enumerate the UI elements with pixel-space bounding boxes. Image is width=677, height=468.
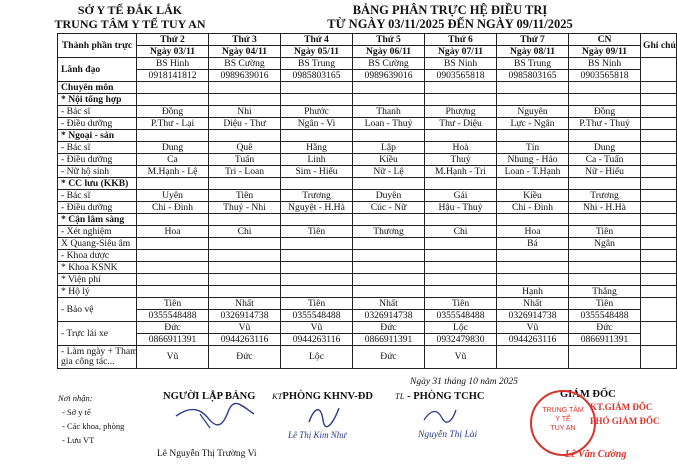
table-cell bbox=[353, 238, 425, 250]
row-label-line: gia công tác... bbox=[61, 356, 115, 367]
section-heading: Chuyên môn bbox=[58, 82, 137, 94]
empty-cell bbox=[137, 94, 209, 106]
empty-cell bbox=[641, 130, 677, 142]
table-row bbox=[58, 238, 677, 250]
leader-phone: 0918141812 bbox=[137, 70, 209, 82]
table-cell bbox=[137, 238, 209, 250]
day-header-row bbox=[58, 34, 677, 46]
table-cell bbox=[209, 238, 281, 250]
table-cell: Nhi bbox=[209, 106, 281, 118]
table-cell bbox=[569, 250, 641, 262]
row-label: * Hộ lý bbox=[58, 286, 137, 298]
empty-cell bbox=[353, 178, 425, 190]
row-label: - Khoa dược bbox=[58, 250, 137, 262]
driver-name: Đức bbox=[569, 322, 641, 334]
khnv-title: PHÒNG KHNV-ĐD bbox=[282, 391, 373, 402]
table-cell bbox=[137, 250, 209, 262]
table-cell bbox=[425, 238, 497, 250]
date-header: Ngày 09/11 bbox=[569, 46, 641, 58]
table-cell: Hoa bbox=[497, 226, 569, 238]
stamp-line: Y TẾ bbox=[555, 416, 571, 423]
leader-phone: 0989639016 bbox=[353, 70, 425, 82]
date-header: Ngày 07/11 bbox=[425, 46, 497, 58]
empty-cell bbox=[353, 214, 425, 226]
stamp-line: TUY AN bbox=[550, 425, 576, 432]
note-cell bbox=[641, 142, 677, 154]
empty-cell bbox=[281, 214, 353, 226]
table-cell bbox=[353, 274, 425, 286]
table-cell: Nguyên bbox=[497, 106, 569, 118]
table-cell: Chi bbox=[425, 226, 497, 238]
security-name: Tiên bbox=[425, 298, 497, 310]
note-cell bbox=[641, 58, 677, 82]
section-heading: * Nội tổng hợp bbox=[58, 94, 137, 106]
table-cell: Hạnh bbox=[497, 286, 569, 298]
table-cell bbox=[281, 286, 353, 298]
note-cell bbox=[641, 286, 677, 298]
table-cell: Ca - Tuấn bbox=[569, 154, 641, 166]
table-cell: Lập bbox=[353, 142, 425, 154]
security-phone: 0326914738 bbox=[353, 310, 425, 322]
empty-cell bbox=[353, 130, 425, 142]
table-cell: Nữ - Lệ bbox=[353, 166, 425, 178]
table-cell: Uyên bbox=[137, 190, 209, 202]
leader-phone-row bbox=[58, 70, 677, 82]
empty-cell bbox=[137, 130, 209, 142]
day-name-header: Thứ 5 bbox=[353, 34, 425, 46]
empty-cell bbox=[641, 82, 677, 94]
org-header bbox=[30, 3, 230, 31]
recipient-item: - Sở y tế bbox=[62, 407, 91, 417]
row-label: - Điều dưỡng bbox=[58, 118, 137, 130]
table-cell: Kiều bbox=[353, 154, 425, 166]
table-cell: Duyên bbox=[353, 190, 425, 202]
table-cell: Tri - Loan bbox=[209, 166, 281, 178]
table-cell bbox=[425, 274, 497, 286]
table-cell: Phước bbox=[281, 106, 353, 118]
table-cell: Diệu - Thư bbox=[209, 118, 281, 130]
table-cell: Hoà bbox=[425, 142, 497, 154]
driver-phone-row bbox=[58, 334, 677, 346]
duty-roster-table bbox=[57, 33, 677, 369]
table-cell: Vũ bbox=[137, 346, 209, 369]
recipients-heading: Nơi nhận: bbox=[58, 393, 93, 403]
note-cell bbox=[641, 202, 677, 214]
row-label: * Khoa KSNK bbox=[58, 262, 137, 274]
empty-cell bbox=[641, 178, 677, 190]
table-cell bbox=[209, 250, 281, 262]
day-name-header: Thứ 3 bbox=[209, 34, 281, 46]
leader-name: BS Trung bbox=[497, 58, 569, 70]
table-row bbox=[58, 250, 677, 262]
note-cell bbox=[641, 298, 677, 322]
table-cell: Trương bbox=[569, 190, 641, 202]
table-cell: Nhung - Hảo bbox=[497, 154, 569, 166]
table-cell: Đức bbox=[209, 346, 281, 369]
preparer-name: Lê Nguyễn Thị Trường Vi bbox=[157, 449, 257, 459]
section-heading: * CC lưu (KKB) bbox=[58, 178, 137, 190]
note-cell bbox=[641, 106, 677, 118]
row-label: - Nữ hộ sinh bbox=[58, 166, 137, 178]
row-label bbox=[58, 346, 137, 369]
empty-cell bbox=[497, 82, 569, 94]
leader-phone: 0903565818 bbox=[569, 70, 641, 82]
note-cell bbox=[641, 346, 677, 369]
empty-cell bbox=[569, 94, 641, 106]
empty-cell bbox=[569, 82, 641, 94]
table-cell: Loan - Thuỷ bbox=[353, 118, 425, 130]
table-cell: Thương bbox=[353, 226, 425, 238]
table-cell bbox=[353, 262, 425, 274]
table-row bbox=[58, 142, 677, 154]
note-cell bbox=[641, 322, 677, 346]
empty-cell bbox=[425, 178, 497, 190]
empty-cell bbox=[425, 94, 497, 106]
table-cell: Tiên bbox=[209, 190, 281, 202]
table-cell bbox=[353, 286, 425, 298]
table-cell bbox=[137, 286, 209, 298]
date-header: Ngày 06/11 bbox=[353, 46, 425, 58]
table-row bbox=[58, 262, 677, 274]
table-cell: Tín bbox=[497, 142, 569, 154]
table-cell: Phượng bbox=[425, 106, 497, 118]
table-cell: Chi - Đình bbox=[137, 202, 209, 214]
khnv-signature: Lê Thị Kim Như bbox=[288, 430, 347, 440]
official-stamp bbox=[530, 390, 596, 456]
table-cell: Cúc - Nữ bbox=[353, 202, 425, 214]
section-row bbox=[58, 130, 677, 142]
driver-name: Đức bbox=[353, 322, 425, 334]
empty-cell bbox=[569, 178, 641, 190]
table-cell bbox=[569, 346, 641, 369]
table-row bbox=[58, 286, 677, 298]
note-cell bbox=[641, 274, 677, 286]
day-name-header: Thứ 7 bbox=[497, 34, 569, 46]
empty-cell bbox=[497, 214, 569, 226]
table-cell bbox=[137, 262, 209, 274]
row-label-line: - Làm ngày + Tham bbox=[61, 346, 138, 357]
table-cell: Ngân bbox=[569, 238, 641, 250]
table-cell: M.Hạnh - Lệ bbox=[137, 166, 209, 178]
table-cell: Quê bbox=[209, 142, 281, 154]
empty-cell bbox=[425, 130, 497, 142]
leader-name: BS Hinh bbox=[137, 58, 209, 70]
table-cell: Hoa bbox=[137, 226, 209, 238]
driver-name: Vũ bbox=[497, 322, 569, 334]
security-phone: 0326914738 bbox=[209, 310, 281, 322]
note-header: Ghi chú bbox=[641, 34, 677, 58]
driver-phone: 0944263116 bbox=[209, 334, 281, 346]
leader-phone: 0903565818 bbox=[425, 70, 497, 82]
table-cell bbox=[281, 274, 353, 286]
table-cell: Kiều bbox=[497, 190, 569, 202]
table-row bbox=[58, 274, 677, 286]
row-label: Lãnh đạo bbox=[58, 58, 137, 82]
leader-name: BS Cường bbox=[209, 58, 281, 70]
table-cell: Thanh bbox=[353, 106, 425, 118]
table-cell: Thuỷ - Nhi bbox=[209, 202, 281, 214]
director-title: GIÁM ĐỐC bbox=[560, 389, 616, 400]
director-kt: KT.GIÁM ĐỐC bbox=[590, 402, 653, 412]
table-cell bbox=[209, 286, 281, 298]
director-name: Lê Văn Cường bbox=[565, 449, 627, 460]
table-row bbox=[58, 166, 677, 178]
table-row bbox=[58, 202, 677, 214]
empty-cell bbox=[497, 178, 569, 190]
table-cell: Tiên bbox=[569, 226, 641, 238]
row-label: - Bảo vệ bbox=[58, 298, 137, 322]
table-cell bbox=[569, 262, 641, 274]
empty-cell bbox=[569, 214, 641, 226]
note-cell bbox=[641, 226, 677, 238]
table-cell: Lộc bbox=[281, 346, 353, 369]
table-cell bbox=[497, 346, 569, 369]
empty-cell bbox=[137, 82, 209, 94]
table-cell: Tiên bbox=[281, 226, 353, 238]
empty-cell bbox=[641, 214, 677, 226]
table-cell: Đồng bbox=[137, 106, 209, 118]
table-cell: Nhi - H.Hà bbox=[569, 202, 641, 214]
empty-cell bbox=[353, 82, 425, 94]
section-row bbox=[58, 94, 677, 106]
security-name: Tiên bbox=[569, 298, 641, 310]
row-label: - Bác sĩ bbox=[58, 190, 137, 202]
driver-phone: 0944263116 bbox=[497, 334, 569, 346]
table-cell bbox=[281, 250, 353, 262]
leader-phone: 0989639016 bbox=[209, 70, 281, 82]
table-row bbox=[58, 154, 677, 166]
note-cell bbox=[641, 238, 677, 250]
table-cell: Hậu - Thuỷ bbox=[425, 202, 497, 214]
date-header: Ngày 08/11 bbox=[497, 46, 569, 58]
leader-name: BS Ninh bbox=[425, 58, 497, 70]
section-heading: * Cận lâm sàng bbox=[58, 214, 137, 226]
date-header: Ngày 05/11 bbox=[281, 46, 353, 58]
preparer-signature bbox=[170, 398, 260, 434]
security-phone: 0355548488 bbox=[569, 310, 641, 322]
table-cell: Tuấn bbox=[209, 154, 281, 166]
empty-cell bbox=[209, 214, 281, 226]
empty-cell bbox=[281, 82, 353, 94]
day-name-header: Thứ 2 bbox=[137, 34, 209, 46]
section-row bbox=[58, 178, 677, 190]
note-cell bbox=[641, 250, 677, 262]
tchc-title: PHÒNG TCHC bbox=[413, 391, 485, 402]
tchc-signature: Nguyễn Thị Lài bbox=[418, 430, 478, 440]
leader-row bbox=[58, 58, 677, 70]
note-cell bbox=[641, 190, 677, 202]
security-phone: 0355548488 bbox=[281, 310, 353, 322]
empty-cell bbox=[425, 82, 497, 94]
table-cell bbox=[497, 250, 569, 262]
security-name: Nhất bbox=[353, 298, 425, 310]
row-label: * Viện phí bbox=[58, 274, 137, 286]
table-cell: P.Thư - Lại bbox=[137, 118, 209, 130]
document-title: BẢNG PHÂN TRỰC HỆ ĐIỀU TRỊ bbox=[352, 3, 548, 17]
security-phone-row bbox=[58, 310, 677, 322]
empty-cell bbox=[569, 130, 641, 142]
table-cell: Ngân - Vi bbox=[281, 118, 353, 130]
table-cell: Linh bbox=[281, 154, 353, 166]
row-label: - Xét nghiệm bbox=[58, 226, 137, 238]
empty-cell bbox=[209, 178, 281, 190]
driver-name: Lộc bbox=[425, 322, 497, 334]
day-name-header: Thứ 4 bbox=[281, 34, 353, 46]
table-cell: Dung bbox=[137, 142, 209, 154]
day-work-row bbox=[58, 346, 677, 369]
driver-name: Vũ bbox=[281, 322, 353, 334]
empty-cell bbox=[497, 94, 569, 106]
stamp-line: TRUNG TÂM bbox=[542, 407, 584, 414]
tchc-signature-mark bbox=[420, 404, 460, 426]
table-cell bbox=[209, 262, 281, 274]
tchc-prefix: TL bbox=[395, 391, 405, 401]
row-label: - Điều dưỡng bbox=[58, 154, 137, 166]
empty-cell bbox=[209, 130, 281, 142]
empty-cell bbox=[425, 214, 497, 226]
note-cell bbox=[641, 154, 677, 166]
leader-phone: 0985803165 bbox=[281, 70, 353, 82]
table-cell bbox=[425, 262, 497, 274]
day-name-header: CN bbox=[569, 34, 641, 46]
table-cell: M.Hạnh - Tri bbox=[425, 166, 497, 178]
section-row bbox=[58, 82, 677, 94]
table-cell bbox=[209, 274, 281, 286]
table-cell bbox=[497, 262, 569, 274]
table-cell bbox=[137, 274, 209, 286]
table-cell: Lực - Ngân bbox=[497, 118, 569, 130]
driver-phone: 0866911391 bbox=[569, 334, 641, 346]
leader-name: BS Cường bbox=[353, 58, 425, 70]
row-label: - Trực lái xe bbox=[58, 322, 137, 346]
table-row bbox=[58, 106, 677, 118]
khnv-signature-mark bbox=[305, 402, 345, 428]
leader-name: BS Trung bbox=[281, 58, 353, 70]
empty-cell bbox=[137, 214, 209, 226]
table-row bbox=[58, 226, 677, 238]
security-name: Nhất bbox=[497, 298, 569, 310]
table-cell bbox=[569, 274, 641, 286]
table-cell: Loan - T.Hạnh bbox=[497, 166, 569, 178]
document-title-block bbox=[290, 3, 610, 31]
table-cell bbox=[281, 262, 353, 274]
table-cell bbox=[353, 250, 425, 262]
table-cell bbox=[425, 286, 497, 298]
security-phone: 0326914738 bbox=[497, 310, 569, 322]
day-name-header: Thứ 6 bbox=[425, 34, 497, 46]
driver-name: Vũ bbox=[209, 322, 281, 334]
driver-phone: 0944263116 bbox=[281, 334, 353, 346]
date-range: TỪ NGÀY 03/11/2025 ĐẾN NGÀY 09/11/2025 bbox=[327, 17, 573, 31]
table-cell: P.Thư - Thuỷ bbox=[569, 118, 641, 130]
table-cell: Trương bbox=[281, 190, 353, 202]
row-label: - Bác sĩ bbox=[58, 142, 137, 154]
security-row bbox=[58, 298, 677, 310]
table-cell: Nữ - Hiếu bbox=[569, 166, 641, 178]
org-line1: SỞ Y TẾ ĐẮK LẮK bbox=[77, 3, 183, 17]
empty-cell bbox=[209, 82, 281, 94]
table-cell: Vũ bbox=[425, 346, 497, 369]
security-phone: 0355548488 bbox=[137, 310, 209, 322]
director-deputy: PHÓ GIÁM ĐỐC bbox=[590, 416, 660, 426]
table-cell: Ca bbox=[137, 154, 209, 166]
table-cell: Thắng bbox=[569, 286, 641, 298]
khnv-title-block bbox=[272, 391, 373, 402]
preparer-title: NGƯỜI LẬP BẢNG bbox=[163, 391, 256, 402]
leader-phone: 0985803165 bbox=[497, 70, 569, 82]
driver-row bbox=[58, 322, 677, 334]
table-cell: Chi bbox=[209, 226, 281, 238]
table-cell bbox=[425, 250, 497, 262]
date-header: Ngày 03/11 bbox=[137, 46, 209, 58]
empty-cell bbox=[281, 94, 353, 106]
security-name: Nhất bbox=[209, 298, 281, 310]
date-header: Ngày 04/11 bbox=[209, 46, 281, 58]
empty-cell bbox=[641, 94, 677, 106]
empty-cell bbox=[353, 94, 425, 106]
org-line2: TRUNG TÂM Y TẾ TUY AN bbox=[54, 17, 206, 31]
driver-name: Đức bbox=[137, 322, 209, 334]
table-cell: Thư - Diệu bbox=[425, 118, 497, 130]
security-phone: 0355548488 bbox=[425, 310, 497, 322]
table-cell: Đồng bbox=[569, 106, 641, 118]
row-label: X Quang-Siêu âm bbox=[58, 238, 137, 250]
note-cell bbox=[641, 262, 677, 274]
table-cell bbox=[497, 274, 569, 286]
row-label: - Điều dưỡng bbox=[58, 202, 137, 214]
driver-phone: 0866911391 bbox=[353, 334, 425, 346]
table-cell: Bá bbox=[497, 238, 569, 250]
table-row bbox=[58, 190, 677, 202]
table-cell: Sim - Hiếu bbox=[281, 166, 353, 178]
section-heading: * Ngoại - sản bbox=[58, 130, 137, 142]
empty-cell bbox=[497, 130, 569, 142]
empty-cell bbox=[209, 94, 281, 106]
table-cell: Chi - Đình bbox=[497, 202, 569, 214]
recipient-item: - Lưu VT bbox=[62, 435, 95, 445]
empty-cell bbox=[281, 130, 353, 142]
table-cell: Nguyệt - H.Hà bbox=[281, 202, 353, 214]
sign-date: Ngày 31 tháng 10 năm 2025 bbox=[410, 377, 518, 387]
corner-header: Thành phần trực bbox=[58, 34, 137, 58]
driver-phone: 0866911391 bbox=[137, 334, 209, 346]
note-cell bbox=[641, 118, 677, 130]
table-cell: Gái bbox=[425, 190, 497, 202]
security-name: Tiên bbox=[281, 298, 353, 310]
tchc-title-block: TL - PHÒNG TCHC bbox=[395, 391, 485, 402]
security-name: Tiên bbox=[137, 298, 209, 310]
empty-cell bbox=[281, 178, 353, 190]
table-row bbox=[58, 118, 677, 130]
recipient-item: - Các khoa, phòng bbox=[62, 421, 125, 431]
row-label: - Bác sĩ bbox=[58, 106, 137, 118]
table-cell: Dung bbox=[569, 142, 641, 154]
table-cell: Đức bbox=[353, 346, 425, 369]
khnv-prefix: KT bbox=[272, 391, 283, 401]
empty-cell bbox=[137, 178, 209, 190]
table-cell: Thuỷ bbox=[425, 154, 497, 166]
table-cell: Hằng bbox=[281, 142, 353, 154]
note-cell bbox=[641, 166, 677, 178]
leader-name: BS Ninh bbox=[569, 58, 641, 70]
date-header-row bbox=[58, 46, 677, 58]
section-row bbox=[58, 214, 677, 226]
table-cell bbox=[281, 238, 353, 250]
driver-phone: 0932479830 bbox=[425, 334, 497, 346]
